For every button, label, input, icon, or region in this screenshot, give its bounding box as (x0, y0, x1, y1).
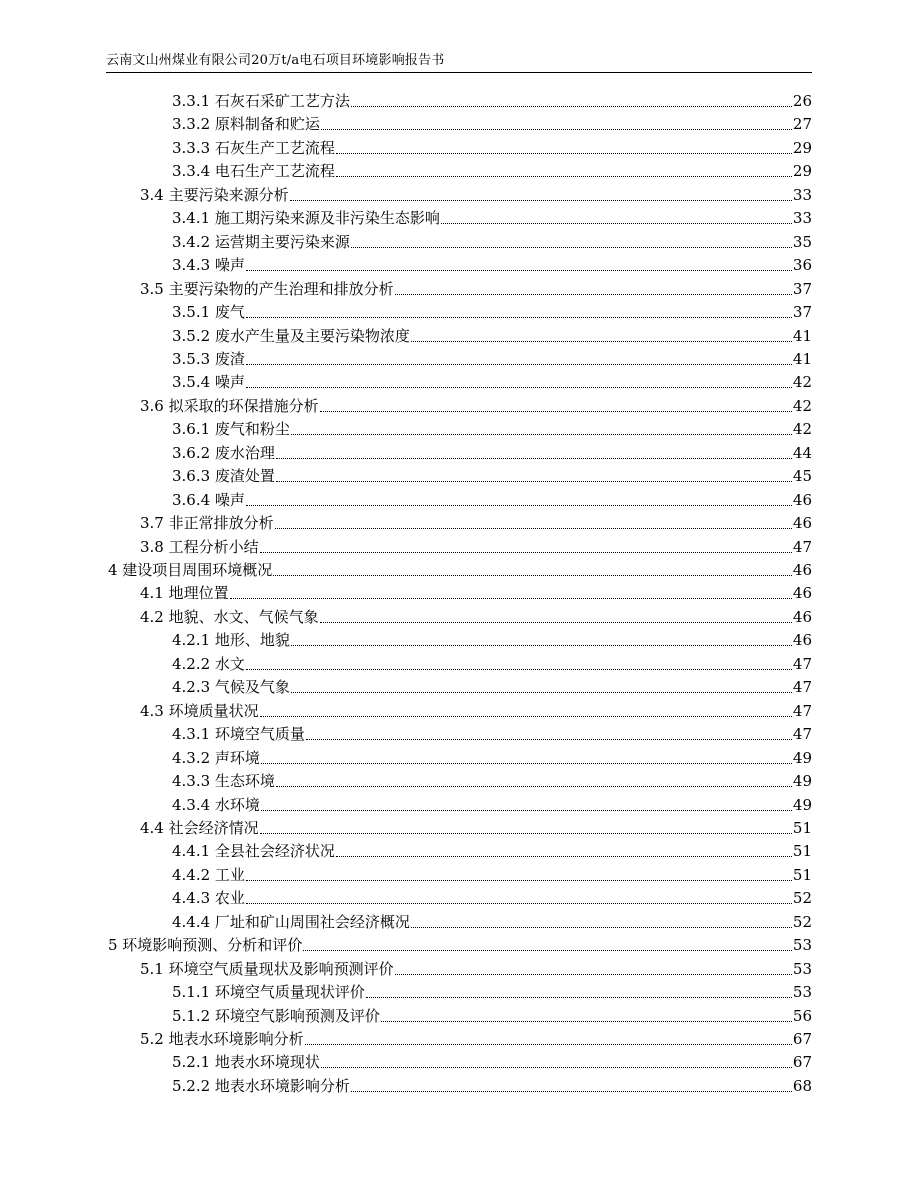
toc-entry-page-number: 49 (792, 795, 812, 814)
toc-entry-page-number: 37 (792, 279, 812, 298)
toc-entry[interactable] (172, 440, 812, 463)
toc-leader-dots (273, 575, 792, 576)
toc-entry[interactable] (172, 1003, 812, 1026)
toc-entry-page-number: 47 (792, 537, 812, 556)
toc-entry[interactable] (172, 229, 812, 252)
toc-leader-dots (320, 622, 792, 623)
toc-entry-page-number: 42 (792, 420, 812, 439)
header-rule (106, 72, 812, 73)
toc-leader-dots (351, 106, 792, 107)
toc-leader-dots (395, 974, 792, 975)
toc-leader-dots (246, 669, 792, 670)
toc-entry-label: 4.3 环境质量状况 (140, 701, 259, 720)
toc-entry-label: 5.1.1 环境空气质量现状评价 (172, 983, 365, 1002)
toc-entry[interactable] (140, 534, 812, 557)
toc-entry-label: 3.3.4 电石生产工艺流程 (172, 162, 335, 181)
toc-entry-label: 3.5 主要污染物的产生治理和排放分析 (140, 279, 394, 298)
toc-leader-dots (246, 505, 792, 506)
toc-entry[interactable] (172, 979, 812, 1002)
toc-entry-label: 3.4.2 运营期主要污染来源 (172, 232, 350, 251)
toc-leader-dots (275, 528, 792, 529)
toc-entry-label: 5 环境影响预测、分析和评价 (108, 936, 303, 955)
toc-entry-page-number: 45 (792, 467, 812, 486)
toc-entry[interactable] (140, 580, 812, 603)
toc-entry-label: 5.1 环境空气质量现状及影响预测评价 (140, 959, 394, 978)
toc-entry[interactable] (172, 885, 812, 908)
toc-entry-page-number: 51 (792, 842, 812, 861)
toc-entry[interactable] (108, 557, 812, 580)
toc-entry-page-number: 42 (792, 396, 812, 415)
toc-entry-page-number: 68 (792, 1076, 812, 1095)
toc-entry[interactable] (172, 1073, 812, 1096)
toc-entry-label: 3.5.3 废渣 (172, 349, 245, 368)
toc-entry-page-number: 46 (792, 607, 812, 626)
toc-entry-label: 3.8 工程分析小结 (140, 537, 259, 556)
toc-entry-page-number: 33 (792, 185, 812, 204)
toc-entry-label: 3.5.4 噪声 (172, 373, 245, 392)
toc-leader-dots (290, 200, 792, 201)
toc-entry-label: 3.6.4 噪声 (172, 490, 245, 509)
toc-leader-dots (351, 1091, 792, 1092)
toc-entry-page-number: 53 (792, 959, 812, 978)
toc-entry[interactable] (172, 721, 812, 744)
toc-entry-label: 4.4.2 工业 (172, 865, 245, 884)
toc-entry-label: 3.5.1 废气 (172, 303, 245, 322)
toc-entry-label: 4.4 社会经济情况 (140, 818, 259, 837)
toc-entry-label: 3.7 非正常排放分析 (140, 514, 274, 533)
toc-leader-dots (305, 1044, 792, 1045)
toc-entry[interactable] (172, 463, 812, 486)
toc-entry-page-number: 44 (792, 443, 812, 462)
toc-leader-dots (291, 434, 792, 435)
toc-entry-label: 4.1 地理位置 (140, 584, 229, 603)
toc-entry-page-number: 47 (792, 725, 812, 744)
toc-entry-label: 4.4.3 农业 (172, 889, 245, 908)
toc-entry[interactable] (172, 299, 812, 322)
toc-entry[interactable] (140, 698, 812, 721)
toc-entry-page-number: 27 (792, 115, 812, 134)
toc-entry-label: 4.3.1 环境空气质量 (172, 725, 305, 744)
toc-entry-label: 4.2 地貌、水文、气候气象 (140, 607, 319, 626)
toc-entry[interactable] (172, 111, 812, 134)
toc-entry-label: 4.3.2 声环境 (172, 748, 260, 767)
toc-leader-dots (246, 270, 792, 271)
toc-entry[interactable] (172, 252, 812, 275)
toc-entry-label: 5.2.2 地表水环境影响分析 (172, 1076, 350, 1095)
toc-entry-page-number: 67 (792, 1030, 812, 1048)
toc-entry-page-number: 52 (792, 889, 812, 908)
toc-entry-page-number: 52 (792, 912, 812, 931)
toc-entry[interactable] (140, 393, 812, 416)
toc-entry[interactable] (172, 346, 812, 369)
toc-entry-label: 4.2.2 水文 (172, 654, 245, 673)
toc-entry[interactable] (108, 932, 812, 955)
toc-entry-page-number: 29 (792, 162, 812, 181)
toc-entry-label: 4.2.3 气候及气象 (172, 678, 290, 697)
toc-entry-page-number: 46 (792, 631, 812, 650)
toc-leader-dots (306, 739, 792, 740)
toc-entry-page-number: 35 (792, 232, 812, 251)
toc-entry-label: 3.6.3 废渣处置 (172, 467, 275, 486)
toc-leader-dots (291, 692, 792, 693)
toc-entry-label: 3.4.3 噪声 (172, 256, 245, 275)
toc-leader-dots (246, 387, 792, 388)
toc-entry[interactable] (172, 909, 812, 932)
toc-entry-label: 3.6 拟采取的环保措施分析 (140, 396, 319, 415)
toc-entry-label: 5.2.1 地表水环境现状 (172, 1053, 320, 1072)
toc-leader-dots (230, 598, 792, 599)
toc-entry-label: 4 建设项目周围环境概况 (108, 561, 273, 579)
toc-leader-dots (260, 833, 792, 834)
toc-entry-label: 4.3.3 生态环境 (172, 772, 275, 791)
toc-entry[interactable] (172, 487, 812, 510)
toc-entry-page-number: 46 (792, 584, 812, 603)
toc-entry[interactable] (140, 182, 812, 205)
toc-entry-page-number: 33 (792, 209, 812, 228)
toc-entry-label: 4.4.4 厂址和矿山周围社会经济概况 (172, 912, 410, 931)
toc-entry[interactable] (172, 862, 812, 885)
document-header: 云南文山州煤业有限公司20万t/a电石项目环境影响报告书 (106, 53, 445, 68)
toc-leader-dots (411, 927, 792, 928)
toc-entry-label: 5.1.2 环境空气影响预测及评价 (172, 1006, 380, 1025)
toc-entry-page-number: 51 (792, 865, 812, 884)
toc-entry[interactable] (140, 1026, 812, 1049)
toc-entry-page-number: 29 (792, 138, 812, 157)
toc-entry-page-number: 46 (792, 514, 812, 533)
toc-entry[interactable] (172, 792, 812, 815)
toc-entry-label: 5.2 地表水环境影响分析 (140, 1030, 304, 1048)
toc-entry-label: 3.5.2 废水产生量及主要污染物浓度 (172, 326, 410, 345)
toc-entry[interactable] (140, 510, 812, 533)
toc-leader-dots (260, 716, 792, 717)
toc-leader-dots (276, 458, 792, 459)
toc-entry-page-number: 49 (792, 748, 812, 767)
toc-leader-dots (246, 903, 792, 904)
toc-entry-label: 4.4.1 全县社会经济状况 (172, 842, 335, 861)
toc-entry[interactable] (172, 205, 812, 228)
toc-entry[interactable] (172, 651, 812, 674)
toc-entry-label: 3.3.2 原料制备和贮运 (172, 115, 320, 134)
toc-entry-label: 4.2.1 地形、地貌 (172, 631, 290, 650)
toc-entry[interactable] (140, 956, 812, 979)
toc-entry-label: 3.6.2 废水治理 (172, 443, 275, 462)
toc-entry-page-number: 26 (792, 92, 812, 110)
toc-leader-dots (261, 763, 792, 764)
toc-leader-dots (321, 129, 792, 130)
toc-entry-page-number: 41 (792, 326, 812, 345)
toc-entry-page-number: 47 (792, 654, 812, 673)
toc-entry-label: 3.6.1 废气和粉尘 (172, 420, 290, 439)
toc-leader-dots (321, 1067, 792, 1068)
toc-leader-dots (366, 997, 792, 998)
toc-leader-dots (291, 645, 792, 646)
toc-entry[interactable] (140, 604, 812, 627)
toc-entry-page-number: 56 (792, 1006, 812, 1025)
toc-leader-dots (246, 364, 792, 365)
toc-entry[interactable] (172, 88, 812, 111)
toc-entry[interactable] (140, 815, 812, 838)
toc-entry-page-number: 51 (792, 818, 812, 837)
toc-leader-dots (381, 1021, 792, 1022)
toc-entry-page-number: 53 (792, 983, 812, 1002)
toc-entry-page-number: 49 (792, 772, 812, 791)
toc-entry-page-number: 47 (792, 701, 812, 720)
toc-entry[interactable] (172, 768, 812, 791)
toc-leader-dots (276, 481, 792, 482)
toc-entry-page-number: 42 (792, 373, 812, 392)
toc-leader-dots (411, 341, 792, 342)
toc-entry-label: 3.4 主要污染来源分析 (140, 185, 289, 204)
toc-leader-dots (336, 856, 792, 857)
toc-entry[interactable] (172, 135, 812, 158)
toc-entry[interactable] (172, 158, 812, 181)
toc-entry-page-number: 46 (792, 490, 812, 509)
toc-leader-dots (246, 880, 792, 881)
toc-entry[interactable] (172, 838, 812, 861)
toc-entry-page-number: 47 (792, 678, 812, 697)
toc-entry-page-number: 36 (792, 256, 812, 275)
toc-leader-dots (260, 552, 792, 553)
toc-leader-dots (246, 317, 792, 318)
toc-leader-dots (276, 786, 792, 787)
toc-leader-dots (441, 223, 792, 224)
toc-entry[interactable] (172, 745, 812, 768)
toc-entry[interactable] (172, 674, 812, 697)
toc-entry[interactable] (172, 323, 812, 346)
toc-leader-dots (320, 411, 792, 412)
toc-entry-label: 4.3.4 水环境 (172, 795, 260, 814)
toc-leader-dots (261, 810, 792, 811)
toc-leader-dots (395, 294, 792, 295)
toc-leader-dots (336, 176, 792, 177)
toc-entry[interactable] (172, 1049, 812, 1072)
toc-entry[interactable] (140, 276, 812, 299)
toc-entry-page-number: 46 (792, 561, 812, 579)
toc-entry[interactable] (172, 369, 812, 392)
toc-entry-page-number: 67 (792, 1053, 812, 1072)
toc-entry-page-number: 53 (792, 936, 812, 955)
toc-entry-label: 3.3.3 石灰生产工艺流程 (172, 138, 335, 157)
toc-entry[interactable] (172, 627, 812, 650)
toc-leader-dots (336, 153, 792, 154)
toc-entry-page-number: 41 (792, 349, 812, 368)
toc-entry-label: 3.3.1 石灰石采矿工艺方法 (172, 92, 350, 110)
toc-leader-dots (303, 950, 792, 951)
toc-entry-label: 3.4.1 施工期污染来源及非污染生态影响 (172, 209, 440, 228)
toc-entry[interactable] (172, 416, 812, 439)
toc-leader-dots (351, 247, 792, 248)
toc-entry-page-number: 37 (792, 303, 812, 322)
